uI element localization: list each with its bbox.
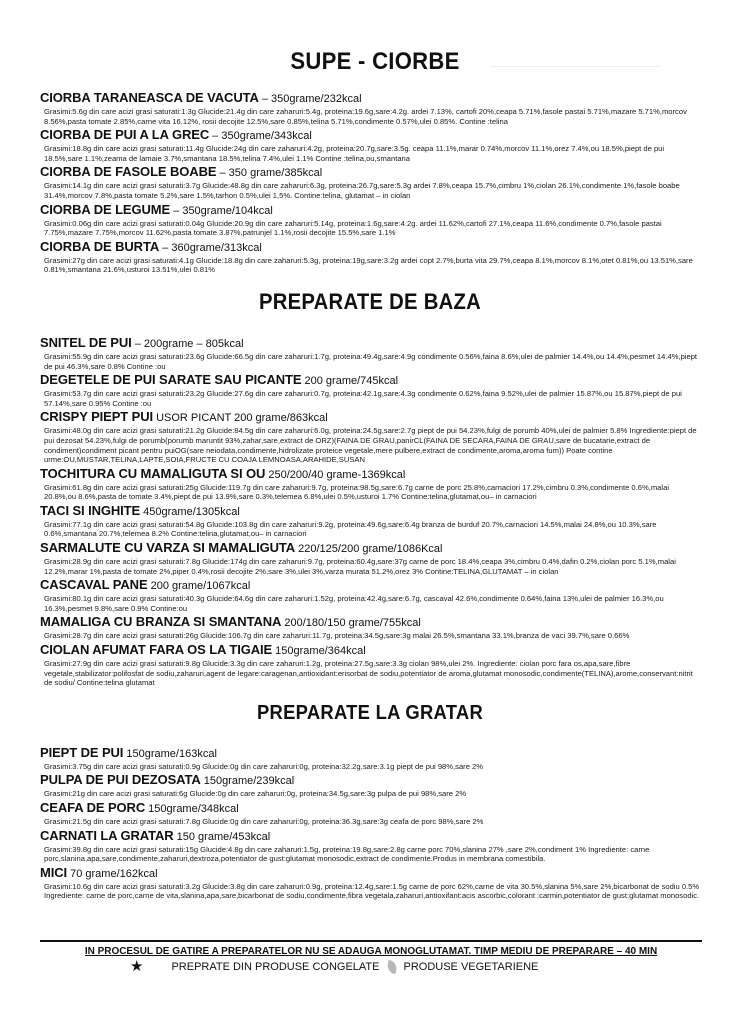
legend-frozen: PREPRATE DIN PRODUSE CONGELATE xyxy=(171,961,380,973)
menu-item xyxy=(40,577,700,613)
menu-item-name: CIOLAN AFUMAT FARA OS LA TIGAIE xyxy=(40,642,273,658)
menu-item-nutrition: Grasimi:5.6g din care acizi grasi saturati:1.3g Glucide:21.4g din care zaharuri:5.4g, proteina:19.6g,sare:4.2g. ardei 7.13%, cartofi 20%,ceapa 5.71%,fasole pastai 5.71%,mazare 5.71%,morcov 8.56%,pasta tomate 2.85%,carne vita 16.12%, rosii decojite 12.5%,sare 0.85%,telina 5.71%,condimente 0.57%,ulei 0.85%. Contine :telina xyxy=(44,107,687,126)
menu-item-header xyxy=(40,800,700,817)
menu-item-portion-kcal: 150grame/163kcal xyxy=(123,747,217,760)
menu-item-header xyxy=(40,202,700,219)
menu-item-nutrition: Grasimi:77.1g din care acizi grasi saturati:54.8g Glucide:103.8g din care zaharuri:9.2g, proteina:49.6g,sare:6.4g branza de burduf 20.7%,carnaciori 14.5%,malai 24.8%,ou 10.3%,sare 0.6%,smantana 20.7%,telemea 8.2% Contine:telina,glutamat,ou– in carnaciori xyxy=(44,519,657,539)
menu-item-name: PULPA DE PUI DEZOSATA xyxy=(40,772,201,788)
section-title-supe: SUPE - CIORBE xyxy=(290,48,460,75)
menu-item-portion-kcal: – 350grame/232kcal xyxy=(258,93,362,105)
menu-item-name: CARNATI LA GRATAR xyxy=(40,827,174,843)
menu-item xyxy=(40,772,700,799)
menu-item-portion-kcal: 150 grame/453kcal xyxy=(173,830,271,843)
menu-item-nutrition: Grasimi:27g din care acizi grasi saturati:4.1g Glucide:18.8g din care zaharuri:5.3g, proteina:19g,sare:3.2g ardei copt 2.7%,burta vita 29.7%,ceapa 8.1%,morcov 8.1%,otet 0.81%,ou 13.51%,sare 0.81%,smantana 21.6%,usturoi 13.51%,ulei 0.81% xyxy=(44,255,693,275)
menu-item-portion-kcal: 200/180/150 grame/755kcal xyxy=(281,617,421,630)
menu-item-portion-kcal: – 360grame/313kcal xyxy=(159,241,262,254)
menu-item xyxy=(40,614,700,641)
menu-item-portion-kcal: 220/125/200 grame/1086Kcal xyxy=(295,543,443,556)
menu-item-header xyxy=(40,503,700,520)
menu-item-header xyxy=(40,239,700,256)
menu-item-name: CIORBA TARANEASCA DE VACUTA xyxy=(40,90,259,105)
menu-item-name: CEAFA DE PORC xyxy=(40,800,146,815)
legend xyxy=(40,960,702,974)
menu-item-portion-kcal: 70 grame/162kcal xyxy=(67,867,158,880)
menu-item-portion-kcal: 200 grame/745kcal xyxy=(301,375,399,388)
menu-item-header xyxy=(40,335,700,352)
menu-item-nutrition: Grasimi:3.75g din care acizi grasi saturati:0.9g Glucide:0g din care zaharuri:0g, proteina:32.2g,sare:3.1g piept de pui 98%,sare 2% xyxy=(44,761,484,771)
menu-item-header xyxy=(40,614,700,631)
menu-item xyxy=(40,202,700,238)
menu-item-nutrition: Grasimi:48.0g din care acizi grasi saturati:21.2g Glucide:84.5g din care zaharuri:6.0g, proteina:24.5g,sare:2.7g piept de pui 54.23%,fulgi de porumb 40%,ulei de palmier 5.8% Ingrediente:piept de pui dezosat 54.23%,fulgi de porumb(porumb maruntit 93%,zahar,sare,extract de ORZ)(FAINA DE GRAU,panirCL(FAINA DE SECARA,FAINA DE GRAU,sare de bucatarie,extract de condiment)condiment picant pentru puiOG(sare neiodata,condimente,hidrolizate proteice vegetale,mere pulbere,extract de condimente,aroma,aroma fum)) Poate contine urme:OU,MUSTAR,TELINA,LAPTE,SOIA,FRUCTE CU COAJA LEMNOASA,ARAHIDE,SUSAN xyxy=(44,426,697,465)
menu-item-nutrition: Grasimi:80.1g din care acizi grasi saturati:40.3g Glucide:64.6g din care zaharuri:1.52g, proteina:42.4g,sare:6.7g, cascaval 42.6%,condimente 0.64%,faina 13%,ulei de palmier 16.3%,ou 16.3%,pesmet 9.8%,sare 0.9% Contine:ou xyxy=(44,594,664,613)
menu-item xyxy=(40,828,700,864)
menu-item-header xyxy=(40,772,700,789)
menu-item-portion-kcal: 150grame/348kcal xyxy=(145,803,239,815)
menu-item-header xyxy=(40,828,700,845)
section-gratar xyxy=(40,745,700,901)
menu-item-portion-kcal: – 350grame/343kcal xyxy=(209,130,312,143)
menu-item-header xyxy=(40,409,700,426)
menu-item xyxy=(40,503,700,539)
menu-item-portion-kcal: 150grame/364kcal xyxy=(272,645,366,658)
menu-item xyxy=(40,127,700,163)
section-title-baza: PREPARATE DE BAZA xyxy=(258,288,482,314)
menu-item-portion-kcal: 450grame/1305kcal xyxy=(140,505,240,518)
menu-content xyxy=(40,48,700,902)
menu-item-header xyxy=(40,577,700,594)
menu-item-header xyxy=(40,865,700,882)
menu-item-name: CIORBA DE PUI A LA GREC xyxy=(40,127,210,143)
menu-item-name: CASCAVAL PANE xyxy=(40,577,148,593)
section-title-gratar: PREPARATE LA GRATAR xyxy=(256,701,484,724)
legend-vegetarian: PRODUSE VEGETARIENE xyxy=(403,961,539,973)
footer-note: IN PROCESUL DE GATIRE A PREPARATELOR NU SE ADAUGA MONOGLUTAMAT. TIMP MEDIU DE PREPARARE – 40 MIN xyxy=(84,945,658,957)
menu-item xyxy=(40,466,700,502)
menu-item-header xyxy=(40,466,700,483)
menu-item xyxy=(40,335,700,371)
menu-item xyxy=(40,642,700,688)
menu-item-nutrition: Grasimi:21.5g din care acizi grasi saturati:7.8g Glucide:0g din care zaharuri:0g, proteina:36.3g,sare:3g ceafa de porc 98%,sare 2% xyxy=(44,817,484,826)
menu-item-header xyxy=(40,642,700,659)
menu-item xyxy=(40,164,700,200)
menu-item-name: DEGETELE DE PUI SARATE SAU PICANTE xyxy=(40,372,302,388)
section-baza xyxy=(40,335,700,688)
menu-item xyxy=(40,90,700,126)
menu-item-nutrition: Grasimi:55.9g din care acizi grasi saturati:23.6g Glucide:66.5g din care zaharuri:1.7g, proteina:49.4g,sare:4.9g condimente 0.56%,faina 8.6%,ulei de palmier 14.4%,ou 14.4%,pesmet 14.4%,piept de pui 46.3%,sare 0.8% Contine :ou xyxy=(44,351,698,371)
menu-item-nutrition: Grasimi:14.1g din care acizi grasi saturati:3.7g Glucide:48.8g din care zaharuri:6.3g, proteina:26.7g,sare:5.3g ardei 7.8%,ceapa 15.7%,cimbru 1%,ciolan 26.1%,condimente 1%,fasole boabe 31.4%,morcov 7.8%,pasta tomate 5.2%,sare 1.5%,tarhon 0.5%,ulei 1,5%. Contine:telina, glutamat – in ciolan xyxy=(44,181,680,200)
menu-item-name: CIORBA DE LEGUME xyxy=(40,201,171,217)
menu-item-nutrition: Grasimi:28.9g din care acizi grasi saturati:7.8g Glucide:174g din care zaharuri:9.7g, proteina:60.4g,sare:37g carne de porc 18.4%,ceapa 3%,cimbru 0.4%,dafin 0.2%,ciolan porc 5.1%,malai 12.2%,marar 1%,pasta de tomate 2%,piper 0.4%,rosii decojite 2%,sare 3%,ulei 3%,varza murata 51.2%,orez 3% Contine:TELINA,GLUTAMAT – in ciolan xyxy=(44,557,676,576)
menu-item-name: CRISPY PIEPT PUI xyxy=(40,409,154,425)
menu-item-name: MAMALIGA CU BRANZA SI SMANTANA xyxy=(40,614,282,630)
menu-item-nutrition: Grasimi:28.7g din care acizi grasi saturati:26g Glucide:106.7g din care zaharuri:11.7g, proteina:34.5g,sare:3g malai 26.5%,smantana 33.1%,branza de vaci 39.7%,sare 0.66% xyxy=(44,631,630,641)
menu-item-portion-kcal: 250/200/40 grame-1369kcal xyxy=(265,468,406,481)
menu-item-header xyxy=(40,372,700,389)
menu-item-name: SARMALUTE CU VARZA SI MAMALIGUTA xyxy=(40,540,296,556)
menu-item-portion-kcal: USOR PICANT 200 grame/863kcal xyxy=(153,412,328,425)
menu-item-name: MICI xyxy=(40,864,68,880)
menu-item-header xyxy=(40,540,700,557)
menu-item-portion-kcal: – 350 grame/385kcal xyxy=(216,167,323,180)
menu-item-name: TOCHITURA CU MAMALIGUTA SI OU xyxy=(40,465,266,481)
menu-item-nutrition: Grasimi:18.8g din care acizi grasi saturati:11.4g Glucide:24g din care zaharuri:4.2g, proteina:20.7g,sare:3.5g. ceapa 11.1%,marar 0.74%,morcov 11.1%,orez 7.4%,ou 18.5%,piept de pui 18.5%,sare 1.1%,zeama de lamaie 3.7%,smantana 18.5%,telina 7.4%,ulei 1.1% Contine :telina,ou,smantana xyxy=(44,144,665,163)
menu-item-nutrition: Grasimi:27.9g din care acizi grasi saturati:9.8g Glucide:3.3g din care zaharuri:1.2g, proteina:27.5g,sare:3.3g ciolan 98%,ulei 2%. Ingrediente: ciolan porc fara os,apa,sare,fibre vegetale,stabilizator:polifosfat de sodiu,zaharuri,agent de legare:caragenan,antioxidant:erisorbat de sodiu,potentiator de aroma,glutamat monosodic,condimente(TELINA),arome,conservant:nitrit de sodiu/ Contine:telina glutamat xyxy=(44,659,693,688)
menu-item-nutrition: Grasimi:61.8g din care acizi grasi saturati:25g Glucide:119.7g din care zaharuri:9.7g, proteina:98.5g,sare:6.7g carne de porc 25.8%,carnaciori 17.2%,cimbru 0.3%,condimente 0.6%,malai 20.8%,ou 8.6%,pasta de tomate 3.4%,piept de pui 13.9%,sare 0.3%,telemea 6.8%,ulei 0.5%,usturoi 1.7% Contine:telina,glutamat,ou– in carnaciori xyxy=(44,482,670,502)
menu-item-portion-kcal: 150grame/239kcal xyxy=(200,775,295,788)
menu-item-header xyxy=(40,127,700,144)
star-icon: ★ xyxy=(130,958,144,975)
menu-item-name: SNITEL DE PUI xyxy=(40,334,132,350)
menu-item-header xyxy=(40,164,700,181)
leaf-icon xyxy=(386,960,399,974)
menu-item-nutrition: Grasimi:0.06g din care acizi grasi saturati:0.04g Glucide:20.9g din care zaharuri:5.14g, proteina:1.6g,sare:4.2g. ardei 11.62%,cartofi 27.1%,ceapa 11.6%,condimente 0.7%,fasole pastai 7.75%,mazare 7.75%,morcov 11.62%,pasta tomate 3.87%,patrunjel 1.1%,rosii decojite 15.5%,sare 1.1% xyxy=(44,218,662,238)
menu-item-portion-kcal: – 350grame/104kcal xyxy=(170,204,273,217)
menu-item xyxy=(40,239,700,275)
menu-item xyxy=(40,745,700,772)
menu-item xyxy=(40,372,700,408)
menu-item xyxy=(40,800,700,827)
menu-item-nutrition: Grasimi:39.8g din care acizi grasi saturati:15g Glucide:4.8g din care zaharuri:1.5g, proteina:19.8g,sare:2.8g carne porc 70%,slanina 27% ,sare 2%,condiment 1% Ingrediente: carne porc,slanina,apa,sare,condimente,zaharuri,dextroza,potentiator de gust:glutamat monosodic,extract de condimente.Produs in membrana comestibila. xyxy=(44,844,650,864)
menu-item-portion-kcal: 200 grame/1067kcal xyxy=(147,580,251,593)
menu-item-name: PIEPT DE PUI xyxy=(40,744,124,760)
section-supe xyxy=(40,90,700,275)
menu-item-nutrition: Grasimi:21g din care acizi grasi saturati:6g Glucide:0g din care zaharuri:0g, proteina:34.5g,sare:3g pulpa de pui 98%,sare 2% xyxy=(44,789,467,799)
menu-item-nutrition: Grasimi:53.7g din care acizi grasi saturati:23.2g Glucide:27.6g din care zaharuri:0.7g, proteina:42.1g,sare:4.3g condimente 0.62%,faina 9.52%,ulei de palmier 15.87%,ou 15.87%,piept de pui 57.14%,sare 0.95% Contine :ou xyxy=(44,389,682,408)
menu-item-portion-kcal: – 200grame – 805kcal xyxy=(131,337,244,350)
menu-item-header xyxy=(40,745,700,762)
menu-item xyxy=(40,409,700,464)
menu-item-name: CIORBA DE FASOLE BOABE xyxy=(40,164,217,180)
menu-item-name: CIORBA DE BURTA xyxy=(40,238,160,254)
menu-item xyxy=(40,540,700,576)
menu-item-nutrition: Grasimi:10.6g din care acizi grasi saturati:3.2g Glucide:3.8g din care zaharuri:0.9g, proteina:12.4g,sare:1.5g carne de porc 62%,carne de vita 30.5%,slanina 5%,sare 2%,bicarbonat de sodiu 0.5% Ingrediente: carne de porc,carne de vita,slanina,apa,sare,bicarbonat de sodiu,condimente,fibra vegetala,zaharuri,antioxifant:acis ascorbic,colorant :carmin,potentiator de gust:glutamat monosodic. xyxy=(44,881,700,901)
footer xyxy=(40,940,702,974)
menu-item xyxy=(40,865,700,901)
menu-item-header xyxy=(40,90,700,107)
menu-item-name: TACI SI INGHITE xyxy=(40,502,141,518)
